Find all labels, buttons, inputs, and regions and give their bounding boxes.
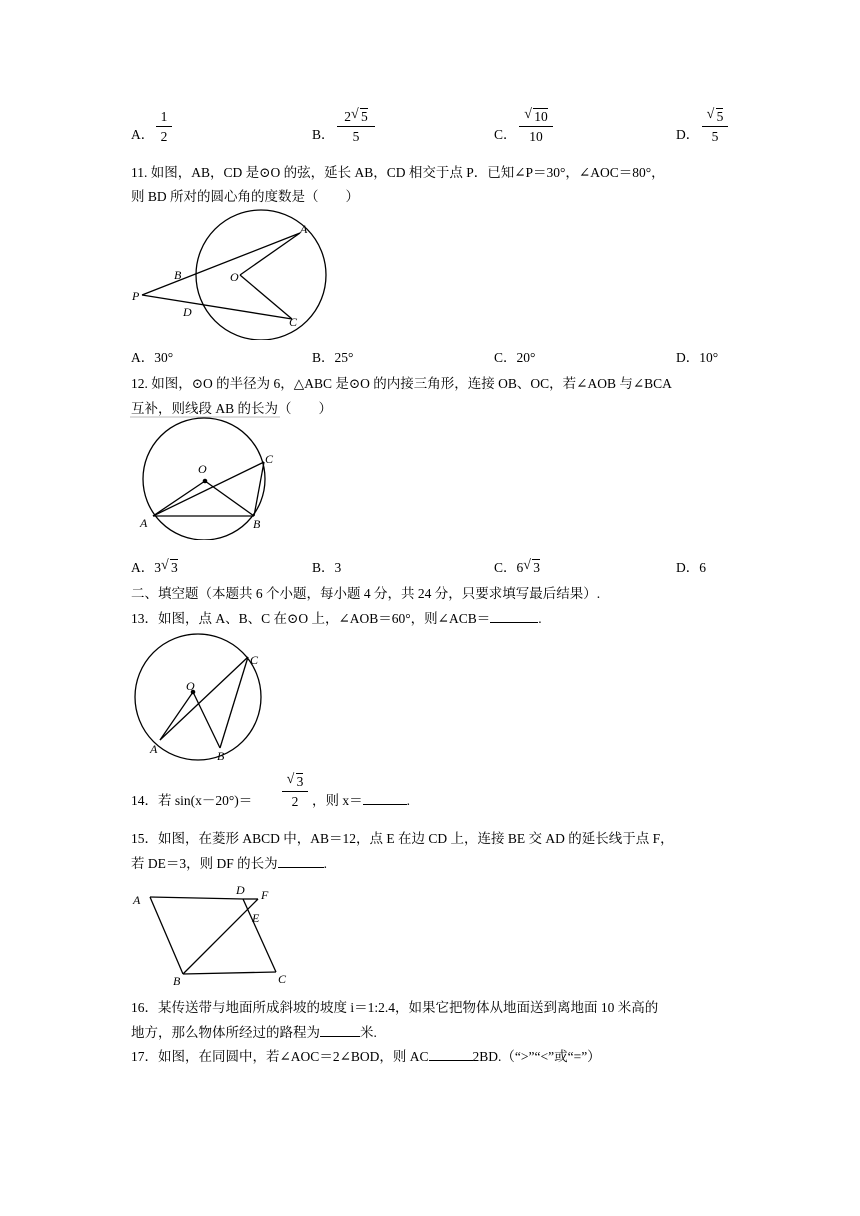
q13-label-o: O	[186, 679, 195, 693]
q15-label-c: C	[278, 972, 287, 986]
q10-option-a-letter: A．	[131, 127, 155, 142]
q10-option-b-fraction: 2 √ 5 5	[337, 108, 375, 145]
q11-figure	[130, 205, 350, 340]
q12-stem-line1: 12. 如图，⊙O 的半径为 6，△ABC 是⊙O 的内接三角形，连接 OB、OC，若∠AOB 与∠BCA	[131, 376, 672, 391]
q11-option-a: A．30°	[131, 350, 174, 365]
q10-option-b-letter: B．	[312, 127, 335, 142]
q11-stem-line2: 则 BD 所对的圆心角的度数是（ ）	[131, 189, 360, 204]
q13-label-a: A	[150, 742, 158, 756]
q11-label-a: A	[300, 222, 308, 236]
q13-figure	[130, 630, 280, 765]
q17-answer-blank[interactable]	[429, 1060, 473, 1061]
q15-figure	[130, 882, 300, 987]
q15-label-e: E	[252, 911, 260, 925]
q12-label-o: O	[198, 462, 207, 476]
q10-option-a-fraction: $\frac{1}{2}$	[156, 108, 172, 145]
q10-option-d-fraction: √ 5 5	[702, 108, 728, 145]
q14-fraction: √ 3 2	[282, 773, 308, 810]
q14-answer-blank[interactable]	[363, 804, 407, 805]
q15-label-b: B	[173, 974, 181, 987]
q10-option-d-letter: D．	[676, 127, 700, 142]
q11-option-c: C．20°	[494, 350, 536, 365]
q14-stem-prefix: 14．若 sin(x－20°)＝	[131, 793, 253, 808]
q11-label-d: D	[183, 305, 192, 319]
q13-label-b: B	[217, 749, 225, 763]
q10-option-c-fraction: √ 10 10	[519, 108, 553, 145]
q17-stem: 17．如图，在同圆中，若∠AOC＝2∠BOD，则 AC 2BD.（“>”“<”或“=”）	[131, 1049, 601, 1064]
q12-stem-line2: 互补，则线段 AB 的长为（ ）	[131, 401, 333, 416]
q12-option-c: C．6 √ 3	[494, 558, 541, 575]
q12-figure	[130, 415, 290, 540]
q16-answer-blank[interactable]	[320, 1036, 360, 1037]
q15-stem-line1: 15．如图，在菱形 ABCD 中，AB＝12，点 E 在边 CD 上，连接 BE 交 AD 的延长线于点 F，	[131, 831, 674, 846]
q15-answer-blank[interactable]	[278, 867, 324, 868]
q12-label-b: B	[253, 517, 261, 531]
q12-label-a: A	[140, 516, 148, 530]
q15-stem-line2: 若 DE＝3，则 DF 的长为 .	[131, 856, 328, 871]
q13-stem: 13．如图，点 A、B、C 在⊙O 上，∠AOB＝60°，则∠ACB＝ .	[131, 611, 542, 626]
q15-label-a: A	[133, 893, 141, 907]
q11-label-c: C	[289, 315, 298, 329]
q10-option-c-letter: C．	[494, 127, 517, 142]
q12-label-c: C	[265, 452, 274, 466]
q11-option-b: B．25°	[312, 350, 354, 365]
q15-label-d: D	[236, 883, 245, 897]
q11-stem-line1: 11. 如图，AB，CD 是⊙O 的弦，延长 AB，CD 相交于点 P．已知∠P＝30°，∠AOC＝80°，	[131, 165, 665, 180]
q11-option-d: D．10°	[676, 350, 719, 365]
q11-label-p: P	[132, 289, 140, 303]
q16-stem-line1: 16．某传送带与地面所成斜坡的坡度 i＝1:2.4，如果它把物体从地面送到离地面 10 米高的	[131, 1000, 659, 1015]
q14-stem-suffix: ，则 x＝ .	[312, 793, 410, 808]
q11-label-o: O	[230, 270, 239, 284]
q12-option-b: B．3	[312, 560, 342, 575]
q13-label-c: C	[250, 653, 259, 667]
q11-label-b: B	[174, 268, 182, 282]
section-2-heading: 二、填空题（本题共 6 个小题，每小题 4 分，共 24 分，只要求填写最后结果）.	[131, 586, 601, 601]
q15-label-f: F	[261, 888, 269, 902]
q13-answer-blank[interactable]	[490, 622, 538, 623]
q12-option-d: D．6	[676, 560, 706, 575]
q12-option-a: A．3 √ 3	[131, 558, 178, 575]
q16-stem-line2: 地方，那么物体所经过的路程为 米.	[131, 1025, 377, 1040]
